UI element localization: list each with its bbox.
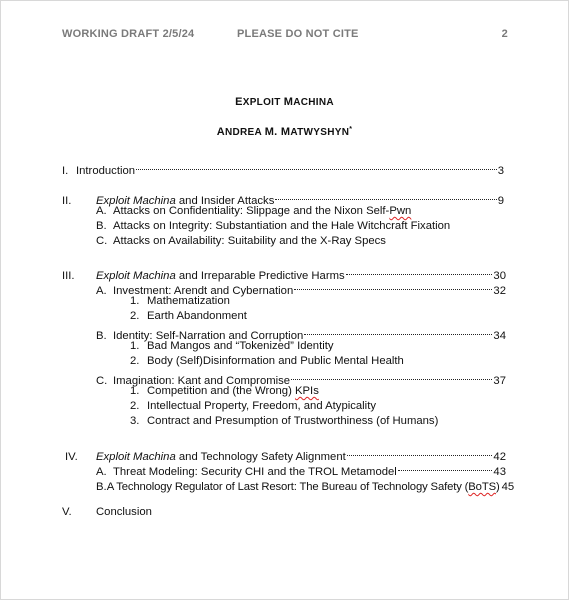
toc-entry-safety-alignment[interactable]: IV. Exploit Machina and Technology Safety Alignment 42: [65, 445, 506, 460]
toc-entry-bad-mangos[interactable]: 1. Bad Mangos and “Tokenized” Identity: [130, 340, 334, 352]
dot-leader: [347, 441, 493, 456]
toc-entry-introduction[interactable]: I. Introduction 3: [62, 159, 504, 174]
toc-entry-investment[interactable]: A. Investment: Arendt and Cybernation 32: [96, 279, 506, 294]
toc-entry-earth-abandonment[interactable]: 2. Earth Abandonment: [130, 310, 247, 322]
toc-entry-predictive-harms[interactable]: III. Exploit Machina and Irreparable Predictive Harms 30: [62, 264, 506, 279]
toc-entry-conclusion[interactable]: V. Conclusion: [62, 506, 152, 518]
toc-entry-integrity[interactable]: B. Attacks on Integrity: Substantiation and the Hale Witchcraft Fixation: [96, 220, 451, 232]
toc-entry-contract[interactable]: 3. Contract and Presumption of Trustworthiness (of Humans): [130, 415, 439, 427]
toc-entry-intellectual-property[interactable]: 2. Intellectual Property, Freedom, and Atypicality: [130, 400, 376, 412]
dot-leader: [291, 365, 492, 380]
author-footnote-mark[interactable]: *: [349, 126, 353, 133]
document-title: EXPLOIT MACHINA: [235, 96, 334, 108]
header-draft-label: WORKING DRAFT 2/5/24: [62, 28, 195, 40]
toc-entry-availability[interactable]: C. Attacks on Availability: Suitability and the X-Ray Specs: [96, 235, 386, 247]
toc-entry-body-disinformation[interactable]: 2. Body (Self)Disinformation and Public Mental Health: [130, 355, 404, 367]
toc-entry-threat-modeling[interactable]: A. Threat Modeling: Security CHI and the TROL Metamodel 43: [96, 460, 506, 475]
toc-entry-insider-attacks[interactable]: II. Exploit Machina and Insider Attacks 9: [62, 189, 504, 204]
toc-entry-competition[interactable]: 1. Competition and (the Wrong) KPIs: [130, 385, 319, 397]
dot-leader: [398, 456, 493, 471]
toc-entry-identity[interactable]: B. Identity: Self-Narration and Corruption 34: [96, 324, 506, 339]
dot-leader: [304, 320, 492, 335]
header-page-number: 2: [501, 28, 508, 40]
dot-leader: [294, 275, 492, 290]
toc-entry-bureau-of-technology-safety[interactable]: B. A Technology Regulator of Last Resort: The Bureau of Technology Safety (BoTS) 45: [96, 481, 515, 493]
author-name: ANDREA M. MATWYSHYN*: [216, 126, 353, 138]
dot-leader: [136, 155, 497, 170]
dot-leader: [346, 260, 493, 275]
header-do-not-cite: PLEASE DO NOT CITE: [237, 28, 359, 40]
toc-entry-imagination[interactable]: C. Imagination: Kant and Compromise 37: [96, 369, 506, 384]
toc-entry-mathematization[interactable]: 1. Mathematization: [130, 295, 230, 307]
toc-entry-confidentiality[interactable]: A. Attacks on Confidentiality: Slippage and the Nixon Self-Pwn: [96, 205, 412, 217]
dot-leader: [275, 185, 496, 200]
running-header: [0, 28, 569, 44]
